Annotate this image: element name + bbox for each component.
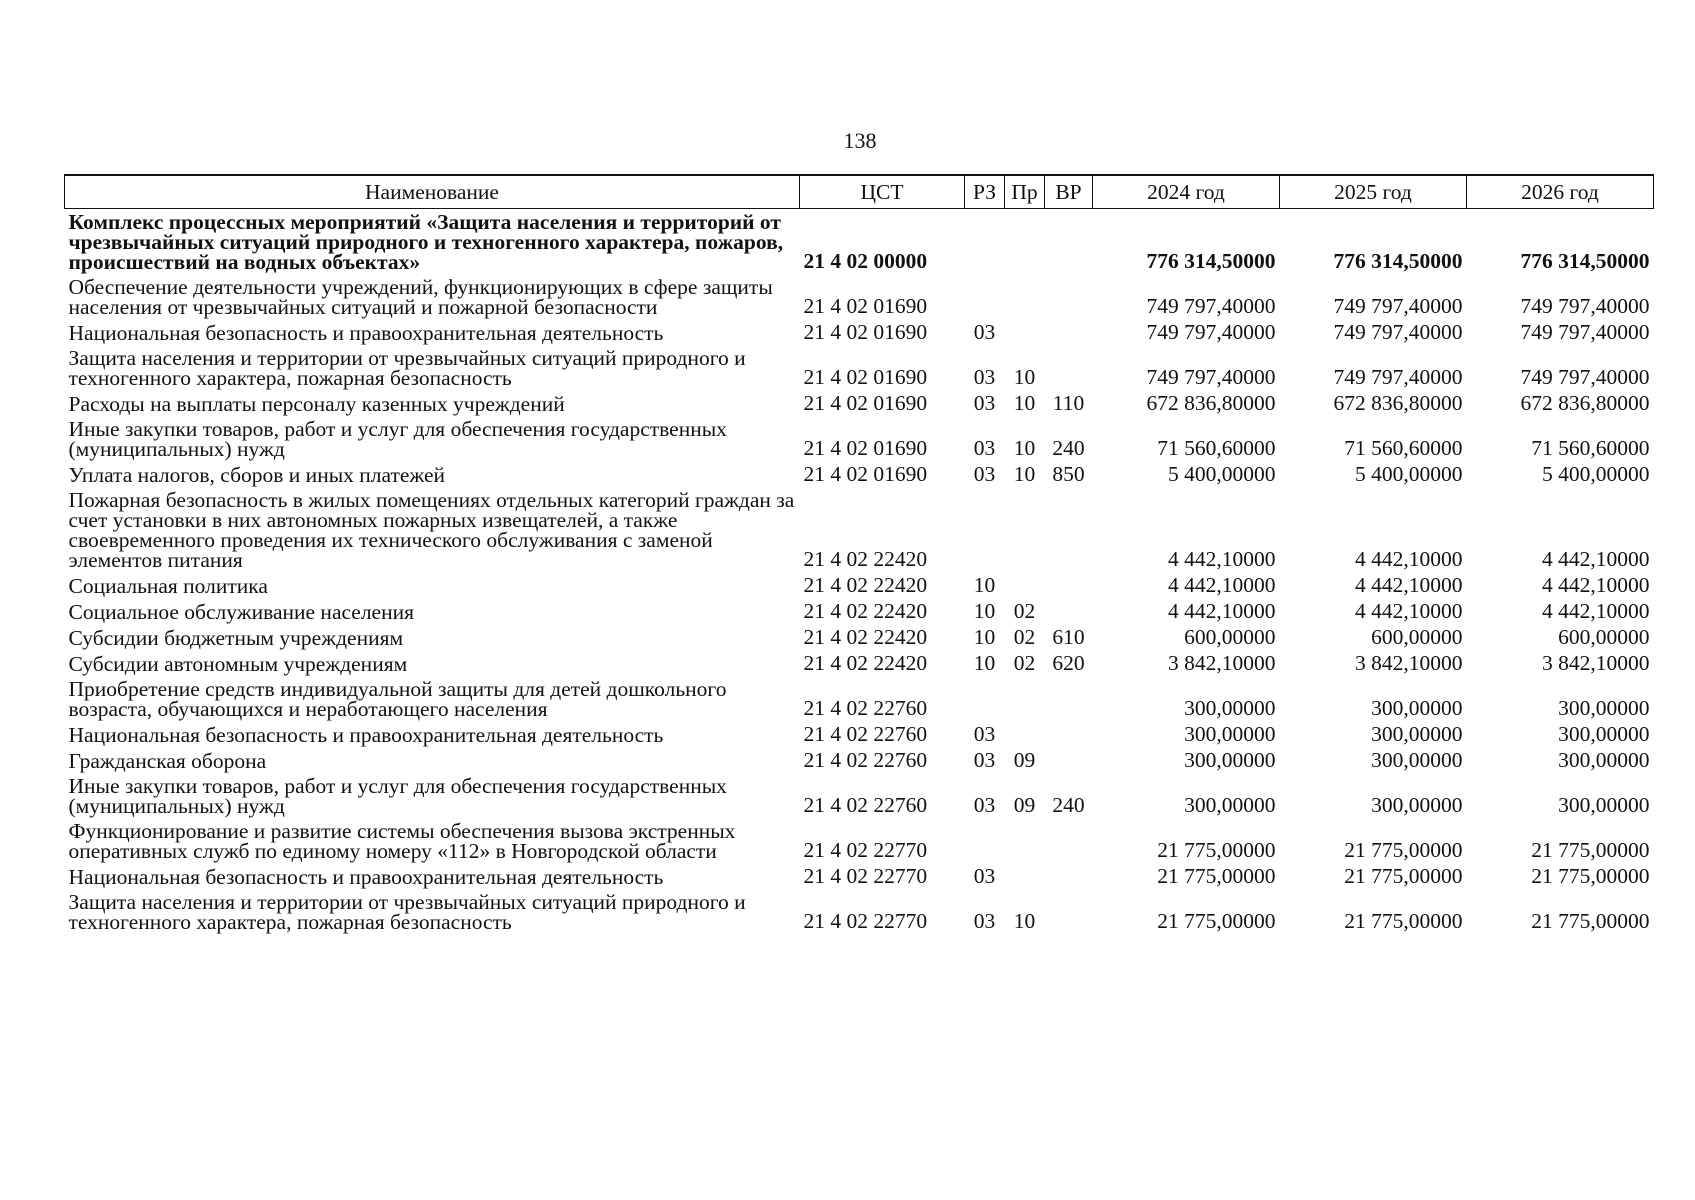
cell-2025: 5 400,00000	[1355, 462, 1463, 486]
cell-2024: 776 314,50000	[1146, 249, 1276, 273]
cell-2025: 776 314,50000	[1333, 249, 1463, 273]
cell-cst: 21 4 02 22760	[803, 696, 928, 720]
cell-rz: 03	[973, 864, 996, 888]
table-row	[65, 889, 1654, 934]
table-row	[65, 319, 1654, 345]
cell-vr	[1045, 676, 1093, 721]
cell-2026: 300,00000	[1558, 696, 1650, 720]
cell-2024: 672 836,80000	[1146, 391, 1276, 415]
cell-2024: 4 442,10000	[1168, 599, 1276, 623]
table-row	[65, 461, 1654, 487]
cell-2026: 71 560,60000	[1531, 436, 1650, 460]
cell-cst: 21 4 02 22760	[803, 793, 928, 817]
table-row	[65, 416, 1654, 461]
cell-cst: 21 4 02 01690	[803, 320, 928, 344]
cell-2025: 300,00000	[1371, 696, 1463, 720]
table-header-row	[65, 175, 1654, 209]
cell-cst: 21 4 02 01690	[803, 436, 928, 460]
table-row	[65, 487, 1654, 572]
cell-cst: 21 4 02 22420	[803, 651, 928, 675]
cell-2026: 3 842,10000	[1542, 651, 1650, 675]
cell-rz	[965, 818, 1005, 863]
cell-cst: 21 4 02 22770	[803, 864, 928, 888]
cell-2026: 749 797,40000	[1520, 320, 1650, 344]
cell-pr: 02	[1013, 599, 1036, 623]
cell-2024: 749 797,40000	[1146, 365, 1276, 389]
cell-vr	[1045, 487, 1093, 572]
cell-2025: 300,00000	[1371, 793, 1463, 817]
cell-cst: 21 4 02 22760	[803, 722, 928, 746]
table-row	[65, 572, 1654, 598]
cell-pr	[1005, 721, 1045, 747]
cell-name: Пожарная безопасность в жилых помещениях отдельных категорий граждан за счет установки в них автономных пожарных извещателей, а также своевременного проведения их технического обслуживания с заменой элементов питания	[68, 488, 795, 572]
cell-vr	[1045, 274, 1093, 319]
cell-pr	[1005, 487, 1045, 572]
cell-vr	[1045, 209, 1093, 275]
cell-rz: 03	[973, 436, 996, 460]
cell-2024: 300,00000	[1184, 748, 1276, 772]
cell-2026: 21 775,00000	[1531, 864, 1650, 888]
cell-name: Уплата налогов, сборов и иных платежей	[68, 463, 446, 487]
cell-vr	[1045, 598, 1093, 624]
cell-2025: 21 775,00000	[1344, 838, 1463, 862]
header-vr: ВР	[1045, 175, 1093, 209]
cell-2024: 600,00000	[1184, 625, 1276, 649]
header-name: Наименование	[65, 175, 800, 209]
cell-pr: 02	[1013, 651, 1036, 675]
cell-2026: 600,00000	[1558, 625, 1650, 649]
table-row	[65, 863, 1654, 889]
cell-pr	[1005, 818, 1045, 863]
table-row	[65, 274, 1654, 319]
header-2026: 2026 год	[1467, 175, 1654, 209]
header-2025: 2025 год	[1280, 175, 1467, 209]
cell-vr	[1045, 818, 1093, 863]
cell-cst: 21 4 02 01690	[803, 294, 928, 318]
cell-cst: 21 4 02 22760	[803, 748, 928, 772]
cell-cst: 21 4 02 22420	[803, 625, 928, 649]
cell-pr: 09	[1013, 793, 1036, 817]
cell-rz: 03	[973, 722, 996, 746]
cell-name: Комплекс процессных мероприятий «Защита населения и территорий от чрезвычайных ситуаций природного и техногенного характера, пожаров, происшествий на водных объектах»	[68, 210, 784, 274]
cell-pr	[1005, 319, 1045, 345]
cell-pr: 02	[1013, 625, 1036, 649]
cell-vr: 110	[1052, 391, 1085, 415]
cell-cst: 21 4 02 01690	[803, 462, 928, 486]
cell-2025: 3 842,10000	[1355, 651, 1463, 675]
table-row	[65, 209, 1654, 275]
cell-cst: 21 4 02 22770	[803, 909, 928, 933]
cell-pr	[1005, 863, 1045, 889]
cell-name: Обеспечение деятельности учреждений, функционирующих в сфере защиты населения от чрезвычайных ситуаций и пожарной безопасности	[68, 275, 773, 319]
cell-2025: 749 797,40000	[1333, 365, 1463, 389]
cell-2026: 4 442,10000	[1542, 599, 1650, 623]
cell-2026: 749 797,40000	[1520, 365, 1650, 389]
header-2024: 2024 год	[1093, 175, 1280, 209]
cell-2024: 300,00000	[1184, 696, 1276, 720]
cell-name: Функционирование и развитие системы обеспечения вызова экстренных оперативных служб по единому номеру «112» в Новгородской области	[68, 819, 736, 863]
cell-vr: 240	[1052, 436, 1085, 460]
cell-rz	[965, 209, 1005, 275]
cell-name: Защита населения и территории от чрезвычайных ситуаций природного и техногенного характера, пожарная безопасность	[68, 346, 746, 390]
cell-rz	[965, 487, 1005, 572]
table-row	[65, 345, 1654, 390]
cell-cst: 21 4 02 22420	[803, 573, 928, 597]
cell-pr: 10	[1013, 909, 1036, 933]
table-row	[65, 598, 1654, 624]
cell-2025: 300,00000	[1371, 748, 1463, 772]
cell-cst: 21 4 02 00000	[803, 249, 928, 273]
cell-vr	[1045, 747, 1093, 773]
cell-cst: 21 4 02 22420	[803, 599, 928, 623]
cell-2026: 4 442,10000	[1542, 573, 1650, 597]
cell-2024: 300,00000	[1184, 793, 1276, 817]
cell-vr	[1045, 319, 1093, 345]
cell-rz: 10	[973, 625, 996, 649]
cell-2025: 4 442,10000	[1355, 547, 1463, 571]
cell-name: Защита населения и территории от чрезвычайных ситуаций природного и техногенного характера, пожарная безопасность	[68, 890, 746, 934]
cell-rz	[965, 274, 1005, 319]
cell-2025: 672 836,80000	[1333, 391, 1463, 415]
cell-vr: 610	[1052, 625, 1085, 649]
cell-pr	[1005, 274, 1045, 319]
cell-rz	[965, 676, 1005, 721]
cell-2024: 21 775,00000	[1157, 838, 1276, 862]
table-row	[65, 676, 1654, 721]
cell-pr	[1005, 676, 1045, 721]
cell-2025: 300,00000	[1371, 722, 1463, 746]
cell-2026: 300,00000	[1558, 793, 1650, 817]
cell-pr: 09	[1013, 748, 1036, 772]
table-row	[65, 818, 1654, 863]
cell-2024: 71 560,60000	[1157, 436, 1276, 460]
cell-vr	[1045, 889, 1093, 934]
cell-2026: 4 442,10000	[1542, 547, 1650, 571]
cell-name: Иные закупки товаров, работ и услуг для обеспечения государственных (муниципальных) нужд	[68, 774, 727, 818]
header-pr: Пр	[1005, 175, 1045, 209]
cell-vr: 620	[1052, 651, 1085, 675]
cell-vr: 240	[1052, 793, 1085, 817]
cell-2025: 600,00000	[1371, 625, 1463, 649]
cell-2026: 749 797,40000	[1520, 294, 1650, 318]
cell-2025: 21 775,00000	[1344, 864, 1463, 888]
cell-2026: 21 775,00000	[1531, 838, 1650, 862]
cell-name: Субсидии автономным учреждениям	[68, 652, 408, 676]
header-rz: РЗ	[965, 175, 1005, 209]
cell-cst: 21 4 02 01690	[803, 365, 928, 389]
cell-2024: 21 775,00000	[1157, 909, 1276, 933]
cell-2026: 672 836,80000	[1520, 391, 1650, 415]
cell-rz: 10	[973, 599, 996, 623]
table-row	[65, 721, 1654, 747]
cell-rz: 03	[973, 320, 996, 344]
cell-name: Приобретение средств индивидуальной защиты для детей дошкольного возраста, обучающихся и неработающего населения	[68, 677, 727, 721]
cell-name: Социальная политика	[68, 574, 268, 598]
cell-cst: 21 4 02 22770	[803, 838, 928, 862]
cell-2025: 749 797,40000	[1333, 320, 1463, 344]
cell-name: Национальная безопасность и правоохранительная деятельность	[68, 723, 664, 747]
page-number: 138	[843, 128, 877, 153]
cell-2025: 71 560,60000	[1344, 436, 1463, 460]
cell-2025: 21 775,00000	[1344, 909, 1463, 933]
table-row	[65, 773, 1654, 818]
cell-rz: 03	[973, 391, 996, 415]
cell-2026: 776 314,50000	[1520, 249, 1650, 273]
cell-2025: 749 797,40000	[1333, 294, 1463, 318]
cell-rz: 03	[973, 462, 996, 486]
cell-rz: 03	[973, 793, 996, 817]
cell-2024: 21 775,00000	[1157, 864, 1276, 888]
table-row	[65, 390, 1654, 416]
cell-rz: 03	[973, 365, 996, 389]
cell-pr: 10	[1013, 436, 1036, 460]
cell-vr	[1045, 721, 1093, 747]
cell-2024: 749 797,40000	[1146, 294, 1276, 318]
cell-2024: 300,00000	[1184, 722, 1276, 746]
cell-2026: 300,00000	[1558, 722, 1650, 746]
cell-name: Гражданская оборона	[68, 749, 267, 773]
cell-rz: 03	[973, 909, 996, 933]
cell-2024: 5 400,00000	[1168, 462, 1276, 486]
cell-pr: 10	[1013, 365, 1036, 389]
table-row	[65, 650, 1654, 676]
cell-2024: 4 442,10000	[1168, 573, 1276, 597]
cell-pr: 10	[1013, 391, 1036, 415]
cell-name: Субсидии бюджетным учреждениям	[68, 626, 404, 650]
cell-name: Национальная безопасность и правоохранительная деятельность	[68, 321, 664, 345]
cell-name: Расходы на выплаты персоналу казенных учреждений	[68, 392, 565, 416]
cell-cst: 21 4 02 01690	[803, 391, 928, 415]
header-cst: ЦСТ	[800, 175, 965, 209]
cell-name: Иные закупки товаров, работ и услуг для обеспечения государственных (муниципальных) нужд	[68, 417, 727, 461]
cell-2025: 4 442,10000	[1355, 599, 1463, 623]
table-row	[65, 624, 1654, 650]
cell-rz: 10	[973, 573, 996, 597]
cell-cst: 21 4 02 22420	[803, 547, 928, 571]
cell-rz: 10	[973, 651, 996, 675]
table-row	[65, 747, 1654, 773]
budget-table	[64, 174, 1654, 934]
cell-2026: 5 400,00000	[1542, 462, 1650, 486]
cell-pr	[1005, 572, 1045, 598]
cell-name: Национальная безопасность и правоохранительная деятельность	[68, 865, 664, 889]
cell-vr	[1045, 863, 1093, 889]
cell-2026: 300,00000	[1558, 748, 1650, 772]
cell-pr	[1005, 209, 1045, 275]
cell-2025: 4 442,10000	[1355, 573, 1463, 597]
cell-2024: 749 797,40000	[1146, 320, 1276, 344]
cell-pr: 10	[1013, 462, 1036, 486]
cell-vr	[1045, 572, 1093, 598]
cell-2024: 4 442,10000	[1168, 547, 1276, 571]
cell-rz: 03	[973, 748, 996, 772]
cell-vr: 850	[1052, 462, 1085, 486]
cell-2024: 3 842,10000	[1168, 651, 1276, 675]
cell-name: Социальное обслуживание населения	[68, 600, 415, 624]
cell-2026: 21 775,00000	[1531, 909, 1650, 933]
cell-vr	[1045, 345, 1093, 390]
